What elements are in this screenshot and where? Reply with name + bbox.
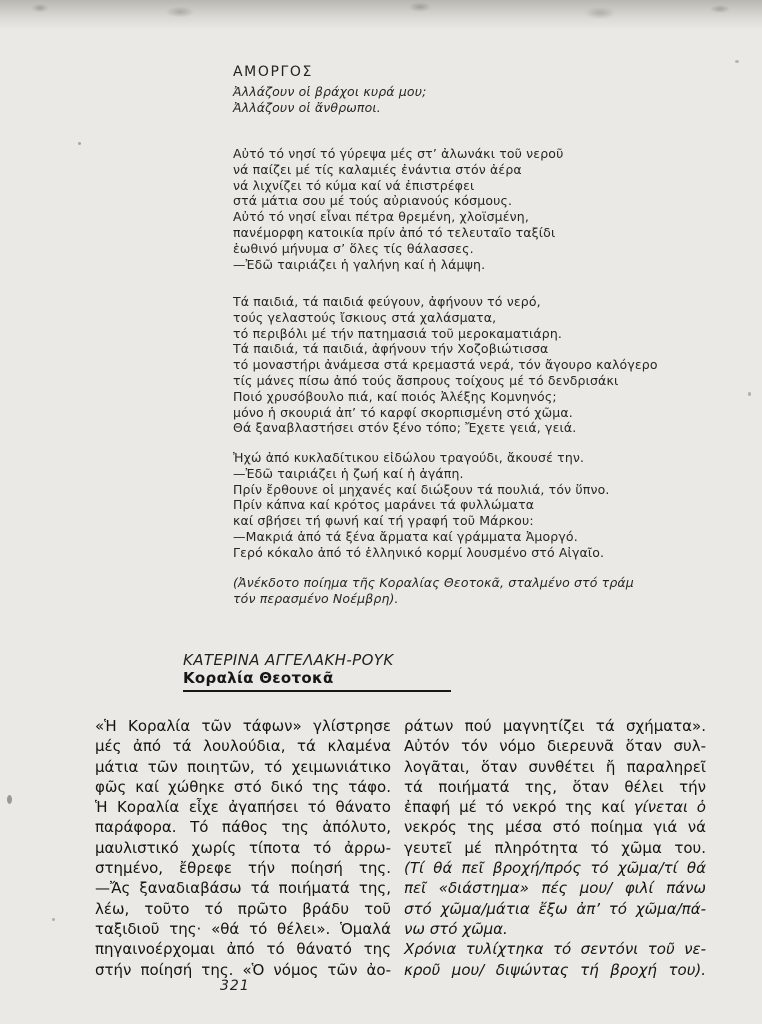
text-line: —Ἐδῶ ταιριάζει ἡ γαλήνη καί ἡ λάμψη.	[233, 256, 486, 272]
scan-speck	[52, 918, 55, 921]
text-line: λέω, τοῦτο τό πρῶτο βράδυ τοῦ	[95, 899, 391, 918]
page-number: 321	[220, 978, 250, 994]
scan-speck	[735, 60, 739, 63]
poem-stanza-1	[233, 146, 683, 272]
article-column-right	[404, 716, 706, 980]
text-line: στημένο, ἔθρεφε τήν ποίησή της.	[95, 859, 391, 878]
text-line: (Τί θά πεῖ βροχή/πρός τό χῶμα/τί θά	[404, 859, 706, 878]
text-line: τό περιβόλι μέ τήν πατημασιά τοῦ μεροκαματιάρη.	[233, 325, 563, 341]
text-line: τά ποιήματά της, ὅταν θέλει τήν	[404, 777, 706, 796]
text-line: μές ἀπό τά λουλούδια, τά κλαμένα	[95, 737, 391, 756]
text-line: Θά ξαναβλαστήσει στόν ξένο τόπο; Ἔχετε γειά, γειά.	[233, 420, 577, 436]
text-line: γευτεῖ μέ πληρότητα τό χῶμα του.	[404, 838, 706, 857]
text-line: Αὐτόν τόν νόμο διερευνᾶ ὅταν συλ-	[404, 737, 706, 756]
poem-stanza-3	[233, 450, 683, 561]
text-line: στά μάτια σου μέ τούς αὐριανούς κόσμους.	[233, 193, 513, 209]
text-line: πηγαινοέρχομαι ἀπό τό θάνατό της	[95, 940, 391, 959]
text-line: —Ἐδῶ ταιριάζει ἡ ζωή καί ἡ ἀγάπη.	[233, 465, 464, 481]
scan-speck	[748, 392, 751, 396]
scan-speck	[78, 142, 81, 145]
poem-stanza-2	[233, 294, 683, 436]
text-line: Ἀλλάζουν οἱ βράχοι κυρά μου;	[233, 84, 427, 99]
article-title: Κοραλία Θεοτοκᾶ	[183, 669, 334, 687]
text-line: «Ἡ Κοραλία τῶν τάφων» γλίστρησε	[95, 717, 391, 735]
text-line: Ἡ Κοραλία εἶχε ἀγαπήσει τό θάνατο	[95, 798, 391, 817]
text-line: Πρίν κάπνα καί κρότος μαράνει τά φυλλώματα	[233, 497, 535, 513]
text-line: ἐπαφή μέ τό νεκρό της καί γίνεται ὁ	[404, 798, 706, 817]
text-line: τό μοναστήρι ἀνάμεσα στά κρεμαστά νερά, τόν ἄγουρο καλόγερο	[233, 357, 658, 373]
text-line: —Μακριά ἀπό τά ξένα ἄρματα καί γράμματα Ἀμοργό.	[233, 528, 578, 544]
text-line: Γερό κόκαλο ἀπό τό ἑλληνικό κορμί λουσμένο στό Αἰγαῖο.	[233, 544, 605, 560]
text-line: καί σβήσει τή φωνή καί τή γραφή τοῦ Μάρκου:	[233, 513, 534, 529]
text-line: πεῖ «διάστημα» πές μου/ φιλί πάνω	[404, 879, 706, 898]
text-line: τίς μάνες πίσω ἀπό τούς ἄσπρους τοίχους μέ τό δενδρισάκι	[233, 372, 619, 388]
text-line: λογᾶται, ὅταν συνθέτει ἤ παραληρεῖ	[404, 757, 706, 776]
text-line: Τά παιδιά, τά παιδιά φεύγουν, ἀφήνουν τό νερό,	[233, 294, 541, 309]
text-line: τόν περασμένο Νοέμβρη).	[233, 590, 399, 606]
text-line: ἑωθινό μήνυμα σ’ ὅλες τίς θάλασσες.	[233, 240, 474, 256]
text-line: Πρίν ἔρθουνε οἱ μηχανές καί διώξουν τά πουλιά, τόν ὕπνο.	[233, 481, 610, 497]
article-column-left	[95, 716, 391, 980]
text-line: Ποιό χρυσόβουλο πιά, καί ποιός Ἀλέξης Κομνηνός;	[233, 388, 557, 404]
scan-noise-band	[0, 0, 762, 30]
header-divider-rule	[183, 690, 451, 692]
text-line: νεκρός της μέσα στό ποίημα γιά νά	[404, 818, 706, 837]
text-line: Χρόνια τυλίχτηκα τό σεντόνι τοῦ νε-	[404, 940, 706, 959]
text-line: παράφορα. Τό πάθος της ἀπόλυτο,	[95, 818, 391, 837]
text-line: Τά παιδιά, τά παιδιά, ἀφήνουν τήν Χοζοβιώτισσα	[233, 341, 549, 357]
text-line: Αὐτό τό νησί εἶναι πέτρα θρεμένη, χλοϊσμένη,	[233, 209, 529, 225]
text-line: Ἀλλάζουν οἱ ἄνθρωποι.	[233, 99, 381, 115]
text-line: τούς γελαστούς ἴσκιους στά χαλάσματα,	[233, 309, 497, 325]
article-author: ΚΑΤΕΡΙΝΑ ΑΓΓΕΛΑΚΗ-ΡΟΥΚ	[183, 651, 394, 669]
text-line: νά παίζει μέ τίς καλαμιές ἐνάντια στόν ἀέρα	[233, 161, 522, 177]
poem-title: ΑΜΟΡΓΟΣ	[233, 64, 313, 80]
text-line: στό χῶμα/μάτια ἔξω ἀπ’ τό χῶμα/πά-	[404, 899, 706, 918]
text-line: μαυλιστικό χωρίς τίποτα τό ἀρρω-	[95, 838, 391, 857]
text-line: Ἠχώ ἀπό κυκλαδίτικου εἰδώλου τραγούδι, ἄκουσέ την.	[233, 450, 585, 465]
text-line: (Ἀνέκδοτο ποίημα τῆς Κοραλίας Θεοτοκᾶ, σταλμένο στό τράμ	[233, 575, 634, 590]
text-line: μόνο ἡ σκουριά ἀπ’ τό καρφί σκορπισμένη στό χῶμα.	[233, 404, 573, 420]
text-line: φῶς καί χώθηκε στό δικό της τάφο.	[95, 777, 391, 796]
text-line: νά λιχνίζει τό κύμα καί νά ἐπιστρέφει	[233, 177, 475, 193]
poem-epigraph	[233, 84, 683, 116]
text-line: μάτια τῶν ποιητῶν, τό χειμωνιάτικο	[95, 757, 391, 776]
scan-speck	[7, 795, 12, 804]
text-line: ταξιδιοῦ της· «θά τό θέλει». Ὁμαλά	[95, 919, 391, 938]
text-line: κροῦ μου/ διψώντας τή βροχή του).	[404, 960, 706, 979]
text-line: στήν ποίησή της. «Ὁ νόμος τῶν ἀο-	[95, 960, 391, 979]
text-line: νω στό χῶμα.	[404, 919, 508, 938]
text-line: Αὐτό τό νησί τό γύρεψα μές στ’ ἀλωνάκι τοῦ νεροῦ	[233, 146, 564, 161]
poem-source-note	[233, 575, 683, 607]
text-line: πανέμορφη κατοικία πρίν ἀπό τό τελευταῖο ταξίδι	[233, 224, 556, 240]
text-line: —Ἄς ξαναδιαβάσω τά ποιήματά της,	[95, 879, 391, 898]
text-line: ράτων πού μαγνητίζει τά σχήματα».	[404, 717, 706, 735]
